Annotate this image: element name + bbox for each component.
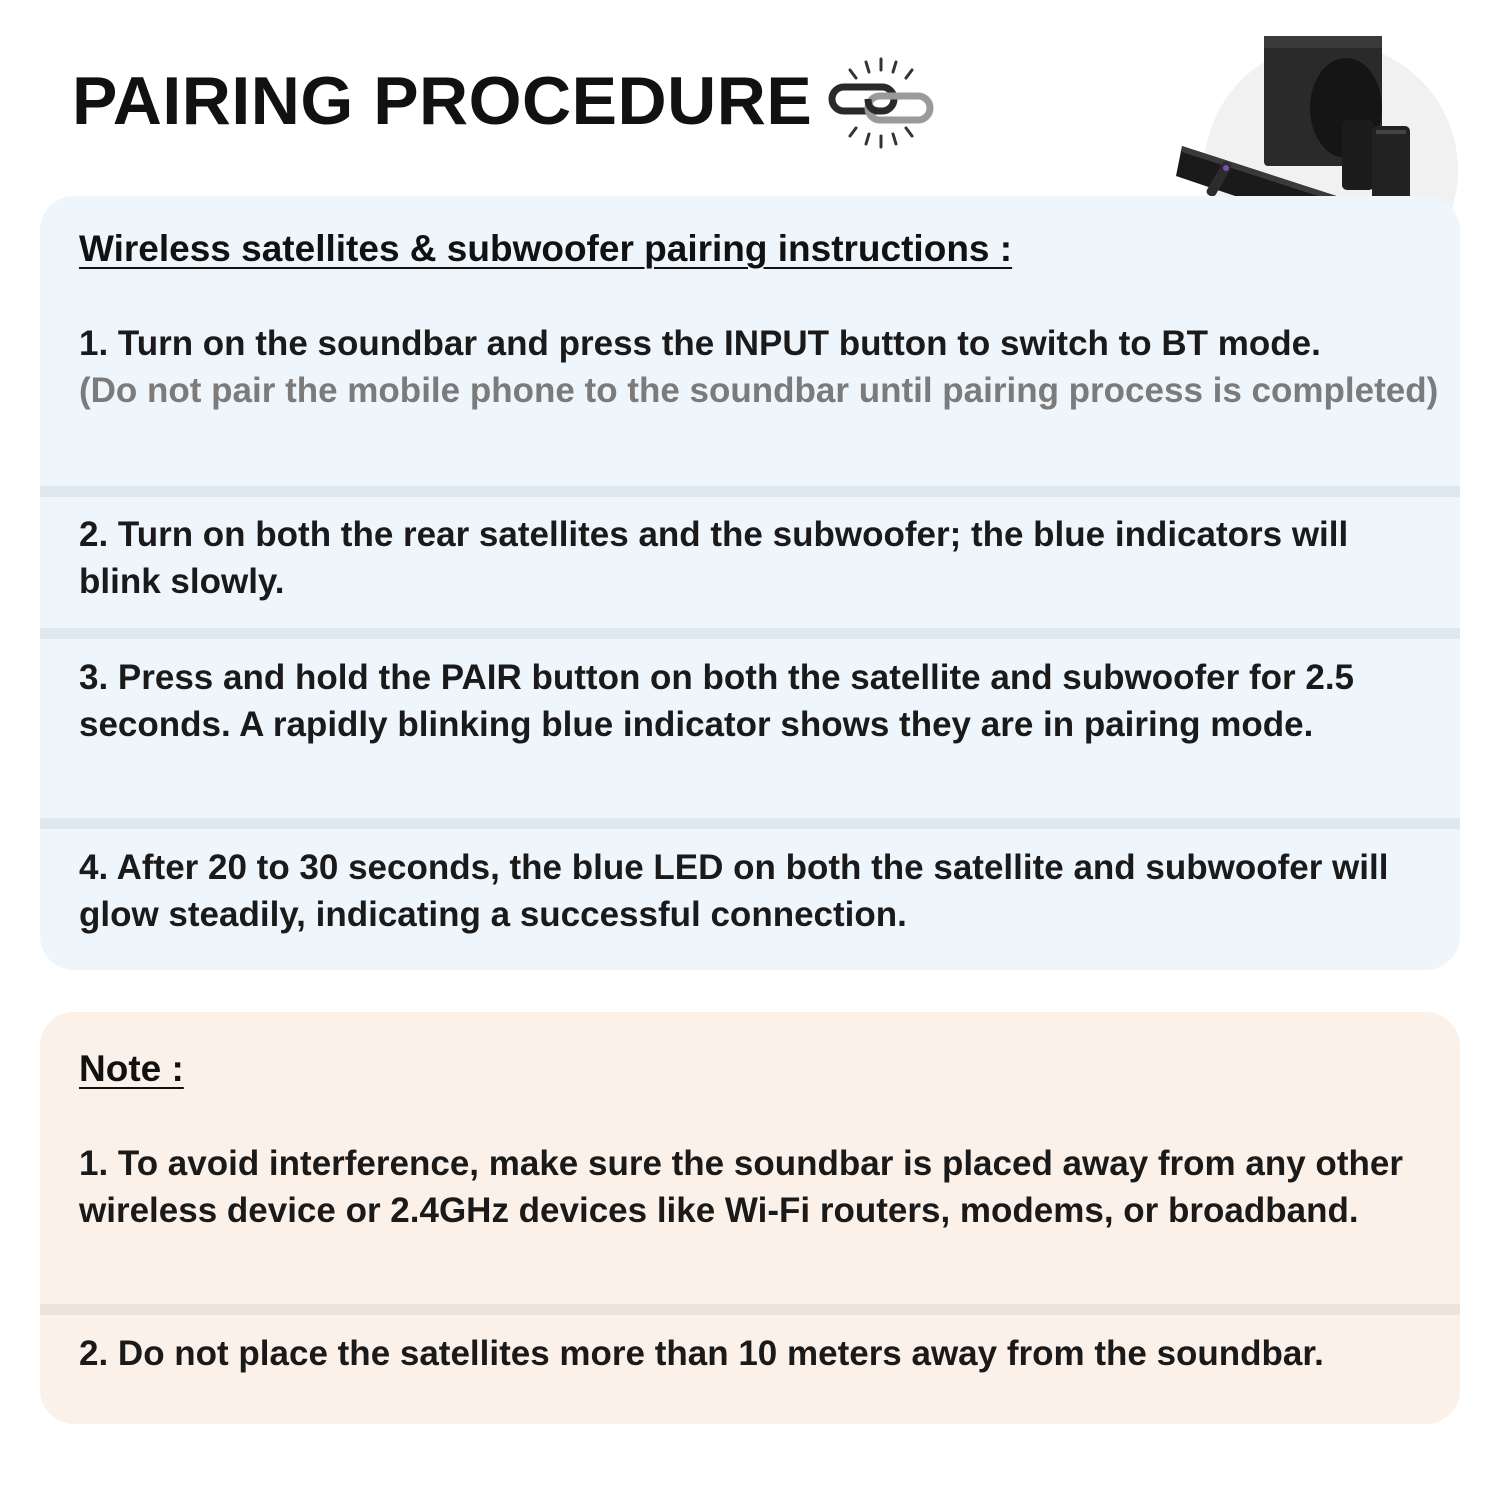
instruction-step-2-text: 2. Turn on both the rear satellites and the subwoofer; the blue indicators will blink slowly. — [79, 515, 1349, 601]
note-item-2 — [79, 1330, 1439, 1377]
instructions-divider — [40, 628, 1460, 639]
instructions-heading: Wireless satellites & subwoofer pairing instructions : — [79, 228, 1013, 269]
note-item-1-text: 1. To avoid interference, make sure the soundbar is placed away from any other wireless device or 2.4GHz devices like Wi-Fi routers, modems, or broadband. — [79, 1144, 1403, 1230]
instructions-divider — [40, 818, 1460, 829]
instruction-step-1 — [79, 320, 1439, 414]
page-title: PAIRING PROCEDURE — [72, 63, 813, 139]
note-panel — [40, 1012, 1460, 1424]
instruction-step-4-text: 4. After 20 to 30 seconds, the blue LED on both the satellite and subwoofer will glow steadily, indicating a successful connection. — [79, 848, 1389, 934]
note-item-2-text: 2. Do not place the satellites more than 10 meters away from the soundbar. — [79, 1334, 1324, 1373]
pairing-instructions-panel — [40, 196, 1460, 970]
instruction-step-3 — [79, 654, 1439, 748]
instruction-step-3-text: 3. Press and hold the PAIR button on both the satellite and subwoofer for 2.5 seconds. A rapidly blinking blue indicator shows they are in pairing mode. — [79, 658, 1355, 744]
note-heading: Note : — [79, 1048, 184, 1089]
instruction-step-4 — [79, 844, 1439, 938]
note-item-1 — [79, 1140, 1439, 1234]
instructions-divider — [40, 486, 1460, 497]
instruction-step-1-subtext: (Do not pair the mobile phone to the soundbar until pairing process is completed) — [79, 371, 1439, 410]
note-divider — [40, 1304, 1460, 1315]
instruction-step-2 — [79, 511, 1439, 605]
link-icon — [826, 48, 936, 158]
instruction-step-1-text: 1. Turn on the soundbar and press the INPUT button to switch to BT mode. — [79, 324, 1321, 363]
